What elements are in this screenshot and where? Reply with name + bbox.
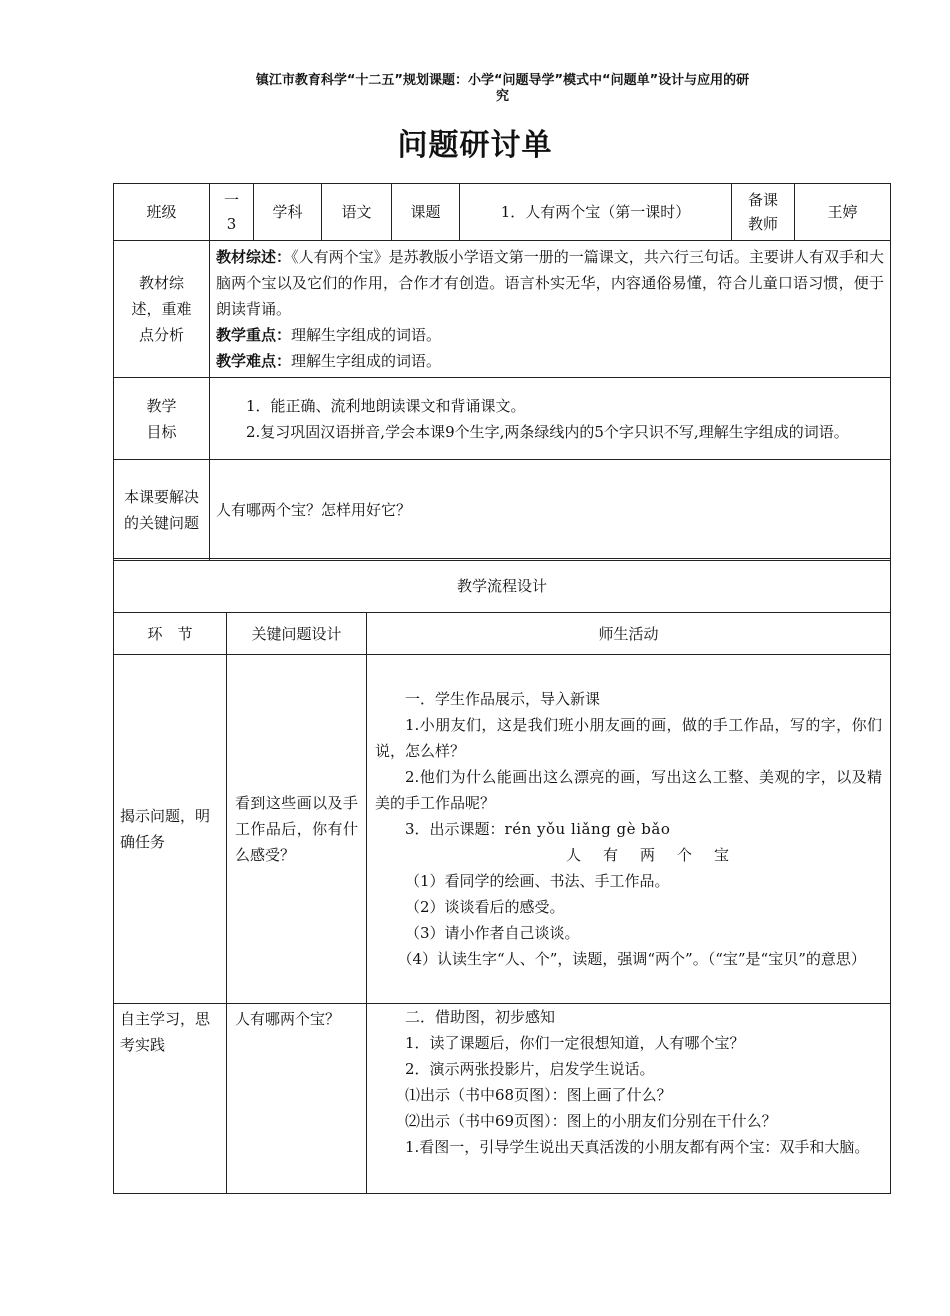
subject-value: 语文 <box>322 184 392 241</box>
question-1: 看到这些画以及手工作品后，你有什么感受？ <box>227 655 367 1004</box>
activity-1-p3-label: 3．出示课题： <box>405 820 505 838</box>
key-question-label: 本课要解决的关键问题 <box>114 460 210 561</box>
summary-label: 教材综述： <box>216 248 292 266</box>
topic-value: 1．人有两个宝（第一课时） <box>460 184 732 241</box>
activity-2-q2: ⑵出示（书中69页图）：图上的小朋友们分别在干什么？ <box>405 1112 777 1130</box>
activities-1 <box>367 655 891 1004</box>
document-header <box>115 73 890 105</box>
goals-content <box>210 378 891 460</box>
stage-1: 揭示问题，明确任务 <box>114 655 227 1004</box>
class-number: 3 <box>226 215 237 233</box>
activity-1-p2: 2.他们为什么能画出这么漂亮的画，写出这么工整、美观的字，以及精美的手工作品呢？ <box>375 768 883 812</box>
goal-2: 2.复习巩固汉语拼音,学会本课9个生字,两条绿线内的5个字只识不写,理解生字组成的词语。 <box>246 422 849 441</box>
topic-label: 课题 <box>392 184 460 241</box>
activity-2-q1: ⑴出示（书中68页图）：图上画了什么？ <box>405 1086 672 1104</box>
class-value <box>210 184 254 241</box>
activity-2-p2: 2．演示两张投影片，启发学生说话。 <box>405 1060 655 1078</box>
stage-2: 自主学习，思考实践 <box>114 1004 227 1194</box>
flow-title: 教学流程设计 <box>114 559 891 613</box>
activity-2-p1: 1．读了课题后，你们一定很想知道，人有哪个宝？ <box>405 1034 745 1052</box>
goals-label-line-2: 目标 <box>146 422 177 441</box>
activity-2-p3: 1.看图一，引导学生说出天真活泼的小朋友都有两个宝：双手和大脑。 <box>405 1138 870 1156</box>
activity-1-s1: （1）看同学的绘画、书法、手工作品。 <box>405 872 670 890</box>
key-point-text: 理解生字组成的词语。 <box>291 326 442 344</box>
activity-1-hanzi: 人有两个宝 <box>566 846 752 864</box>
header-line-2: 究 <box>495 89 509 104</box>
goals-label <box>114 378 210 460</box>
activity-1-s2: （2）谈谈看后的感受。 <box>405 898 565 916</box>
teacher-label-line-1: 备课 <box>747 191 778 209</box>
info-table <box>113 183 891 561</box>
analysis-content <box>210 241 891 378</box>
difficulty-text: 理解生字组成的词语。 <box>291 352 442 370</box>
header-line-1: 镇江市教育科学“十二五”规划课题：小学“问题导学”模式中“问题单”设计与应用的研 <box>255 73 750 88</box>
goal-1: 1．能正确、流利地朗读课文和背诵课文。 <box>246 396 526 415</box>
activity-1-s3: （3）请小作者自己谈谈。 <box>405 924 580 942</box>
flow-table <box>113 558 891 1194</box>
goals-label-line-1: 教学 <box>146 396 177 415</box>
difficulty-label: 教学难点： <box>216 352 292 370</box>
activity-1-s4: （4）认读生字“人、个”，读题，强调“两个”。（“宝”是“宝贝”的意思） <box>397 950 866 968</box>
activity-1-p1: 1.小朋友们，这是我们班小朋友画的画，做的手工作品，写的字，你们说，怎么样？ <box>375 716 883 760</box>
activity-1-pinyin: rén yǒu liǎng gè bǎo <box>504 820 671 838</box>
summary-text: 《人有两个宝》是苏教版小学语文第一册的一篇课文，共六行三句话。主要讲人有双手和大脑两个宝以及它们的作用，合作才有创造。语言朴实无华，内容通俗易懂，符合儿童口语习惯，便于朗读背诵。 <box>216 248 884 318</box>
class-grade: 一 <box>223 191 239 209</box>
activity-1-heading: 一．学生作品展示，导入新课 <box>405 690 601 708</box>
flow-col-stage: 环 节 <box>114 613 227 655</box>
page-title: 问题研讨单 <box>397 128 553 163</box>
subject-label: 学科 <box>254 184 322 241</box>
flow-col-question: 关键问题设计 <box>227 613 367 655</box>
teacher-label <box>732 184 795 241</box>
teacher-value: 王婷 <box>795 184 891 241</box>
activities-2 <box>367 1004 891 1194</box>
analysis-label: 教材综述，重难点分析 <box>114 241 210 378</box>
question-2: 人有哪两个宝？ <box>227 1004 367 1194</box>
key-question-text: 人有哪两个宝？怎样用好它？ <box>210 460 891 561</box>
flow-col-activities: 师生活动 <box>367 613 891 655</box>
class-label: 班级 <box>114 184 210 241</box>
key-point-label: 教学重点： <box>216 326 292 344</box>
activity-2-heading: 二．借助图，初步感知 <box>405 1008 556 1026</box>
teacher-label-line-2: 教师 <box>747 215 778 233</box>
